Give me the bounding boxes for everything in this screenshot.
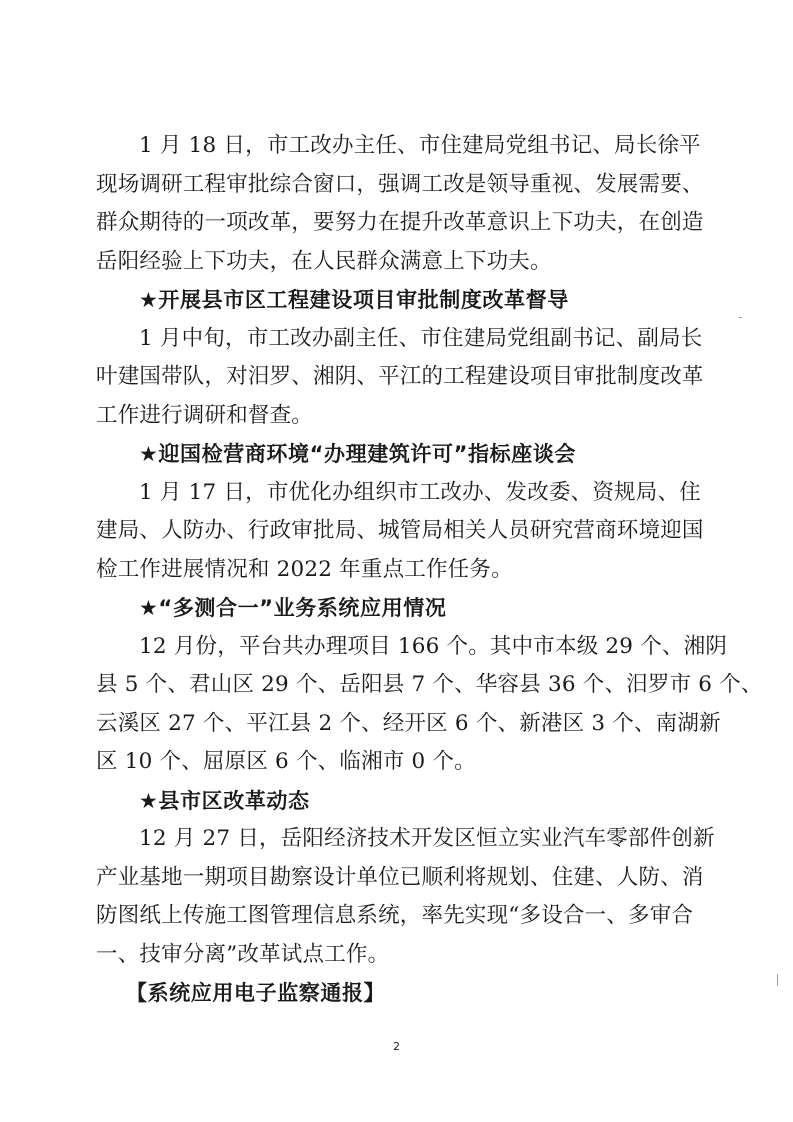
section-heading: ★迎国检营商环境“办理建筑许可”指标座谈会	[139, 442, 577, 466]
bracket-section-heading: 【系统应用电子监察通报】	[126, 981, 386, 1005]
page-number: 2	[393, 1040, 400, 1053]
paragraph-line: 12 月 27 日，岳阳经济技术开发区恒立实业汽车零部件创新	[139, 826, 715, 851]
paragraph-line: 群众期待的一项改革，要努力在提升改革意识上下功夫，在创造	[96, 210, 704, 235]
paragraph-line: 1 月 18 日，市工改办主任、市住建局党组书记、局长徐平	[139, 133, 701, 158]
paragraph-line: 现场调研工程审批综合窗口，强调工改是领导重视、发展需要、	[96, 171, 704, 197]
paragraph-line: 1 月中旬，市工改办副主任、市住建局党组副书记、副局长	[139, 325, 703, 351]
scan-speck	[777, 974, 778, 986]
paragraph-line: 建局、人防办、行政审批局、城管局相关人员研究营商环境迎国	[96, 518, 704, 543]
paragraph-line: 产业基地一期项目勘察设计单位已顺利将规划、住建、人防、消	[96, 864, 704, 890]
paragraph-line: 区 10 个、屈原区 6 个、临湘市 0 个。	[96, 749, 476, 774]
scan-speck	[739, 317, 742, 318]
paragraph-line: 工作进行调研和督查。	[96, 402, 314, 428]
paragraph-line: 12 月份，平台共办理项目 166 个。其中市本级 29 个、湘阴	[139, 633, 728, 659]
paragraph-line: 叶建国带队，对汨罗、湘阴、平江的工程建设项目审批制度改革	[96, 364, 704, 389]
section-heading: ★开展县市区工程建设项目审批制度改革督导	[139, 288, 569, 312]
paragraph-line: 防图纸上传施工图管理信息系统，率先实现“多设合一、多审合	[96, 903, 694, 928]
paragraph-line: 岳阳经验上下功夫，在人民群众满意上下功夫。	[96, 248, 552, 274]
section-heading: ★县市区改革动态	[139, 788, 310, 813]
paragraph-line: 县 5 个、君山区 29 个、岳阳县 7 个、华容县 36 个、汨罗市 6 个、	[96, 672, 763, 697]
paragraph-line: 检工作进展情况和 2022 年重点工作任务。	[96, 556, 513, 582]
document-body	[96, 127, 763, 1013]
paragraph-line: 一、技审分离”改革试点工作。	[96, 941, 390, 967]
section-heading: ★“多测合一”业务系统应用情况	[139, 596, 447, 620]
paragraph-line: 云溪区 27 个、平江县 2 个、经开区 6 个、新港区 3 个、南湖新	[96, 710, 721, 736]
paragraph-line: 1 月 17 日，市优化办组织市工改办、发改委、资规局、住	[139, 479, 701, 505]
